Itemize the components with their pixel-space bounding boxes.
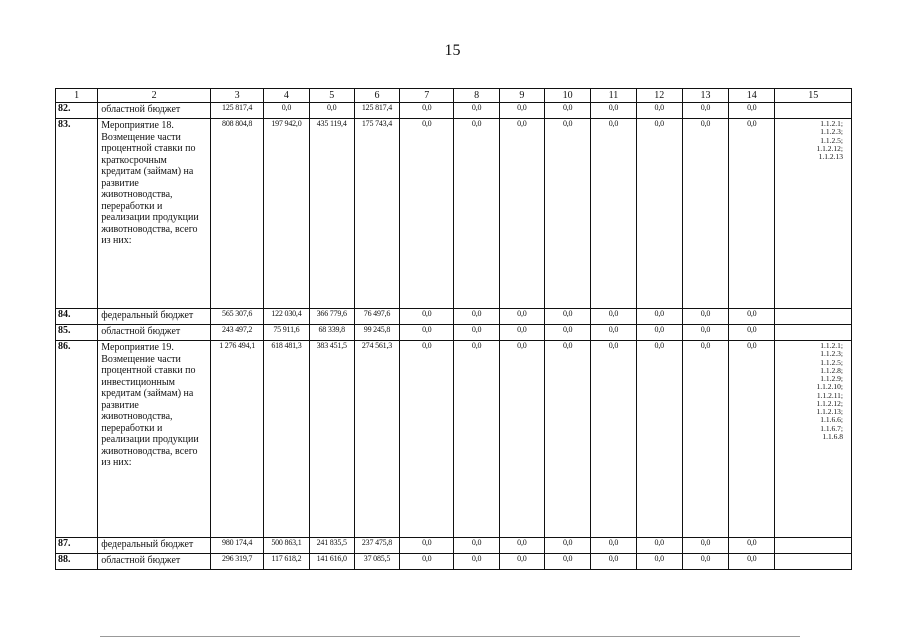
table-row — [56, 538, 852, 554]
value-cell: 0,0 — [499, 325, 544, 341]
target-code: 1.1.2.13; — [816, 407, 843, 416]
value-cell: 0,0 — [682, 309, 728, 325]
value-cell: 0,0 — [545, 103, 591, 119]
table-row — [56, 554, 852, 570]
value-cell: 0,0 — [545, 309, 591, 325]
value-cell: 500 863,1 — [264, 538, 309, 554]
value-cell: 0,0 — [545, 341, 591, 538]
value-cell: 0,0 — [545, 119, 591, 309]
value-cell: 0,0 — [636, 538, 682, 554]
value-cell: 0,0 — [499, 341, 544, 538]
value-cell: 175 743,4 — [354, 119, 399, 309]
value-cell: 0,0 — [545, 325, 591, 341]
row-number: 82. — [56, 103, 98, 119]
value-cell: 0,0 — [400, 325, 454, 341]
value-cell: 0,0 — [682, 554, 728, 570]
value-cell: 383 451,5 — [309, 341, 354, 538]
value-cell: 0,0 — [729, 309, 775, 325]
target-codes-cell — [775, 341, 852, 538]
target-codes-cell — [775, 103, 852, 119]
value-cell: 0,0 — [545, 538, 591, 554]
value-cell: 366 779,6 — [309, 309, 354, 325]
value-cell: 0,0 — [636, 309, 682, 325]
value-cell: 808 804,8 — [210, 119, 263, 309]
value-cell: 0,0 — [591, 325, 636, 341]
value-cell: 37 085,5 — [354, 554, 399, 570]
column-header: 15 — [775, 89, 852, 103]
value-cell: 141 616,0 — [309, 554, 354, 570]
value-cell: 0,0 — [400, 538, 454, 554]
target-code: 1.1.2.11; — [816, 390, 843, 400]
value-cell: 980 174,4 — [210, 538, 263, 554]
value-cell: 0,0 — [591, 103, 636, 119]
value-cell: 0,0 — [636, 325, 682, 341]
value-cell: 99 245,8 — [354, 325, 399, 341]
target-code: 1.1.2.3; — [820, 349, 843, 359]
value-cell: 0,0 — [591, 554, 636, 570]
value-cell: 0,0 — [400, 309, 454, 325]
row-number: 88. — [56, 554, 98, 570]
row-name: федеральный бюджет — [98, 538, 211, 554]
column-header: 12 — [636, 89, 682, 103]
value-cell: 274 561,3 — [354, 341, 399, 538]
value-cell: 0,0 — [682, 538, 728, 554]
target-code: 1.1.2.13 — [818, 152, 843, 161]
target-code: 1.1.2.9; — [820, 374, 843, 383]
value-cell: 197 942,0 — [264, 119, 309, 309]
value-cell: 0,0 — [636, 103, 682, 119]
row-number: 84. — [56, 309, 98, 325]
target-code: 1.1.6.6; — [820, 415, 843, 425]
target-codes-cell — [775, 119, 852, 309]
value-cell: 237 475,8 — [354, 538, 399, 554]
column-header: 4 — [264, 89, 309, 103]
value-cell: 0,0 — [499, 119, 544, 309]
column-header: 5 — [309, 89, 354, 103]
target-code: 1.1.2.12; — [816, 398, 843, 408]
target-code: 1.1.6.8 — [822, 431, 843, 441]
value-cell: 68 339,8 — [309, 325, 354, 341]
row-number: 85. — [56, 325, 98, 341]
table-row — [56, 119, 852, 309]
row-name: федеральный бюджет — [98, 309, 211, 325]
value-cell: 0,0 — [309, 103, 354, 119]
value-cell: 0,0 — [454, 538, 499, 554]
value-cell: 618 481,3 — [264, 341, 309, 538]
value-cell: 0,0 — [400, 103, 454, 119]
column-header: 1 — [56, 89, 98, 103]
value-cell: 0,0 — [499, 309, 544, 325]
column-header: 9 — [499, 89, 544, 103]
row-name: областной бюджет — [98, 325, 211, 341]
value-cell: 0,0 — [591, 538, 636, 554]
column-header: 7 — [400, 89, 454, 103]
value-cell: 0,0 — [729, 103, 775, 119]
value-cell: 0,0 — [454, 103, 499, 119]
value-cell: 0,0 — [636, 119, 682, 309]
value-cell: 0,0 — [454, 554, 499, 570]
row-name: Мероприятие 19. Возмещение части процентной ставки по инвестиционным кредитам (займам) на развитие животноводства, переработки и реализации продукции животноводства, всего из них: — [98, 341, 211, 538]
value-cell: 0,0 — [591, 119, 636, 309]
value-cell: 435 119,4 — [309, 119, 354, 309]
value-cell: 0,0 — [682, 119, 728, 309]
value-cell: 296 319,7 — [210, 554, 263, 570]
target-code: 1.1.2.1; — [820, 119, 843, 128]
page-bottom-edge — [100, 636, 800, 637]
value-cell: 0,0 — [499, 538, 544, 554]
column-header: 2 — [98, 89, 211, 103]
value-cell: 0,0 — [400, 554, 454, 570]
row-number: 87. — [56, 538, 98, 554]
value-cell: 0,0 — [264, 103, 309, 119]
value-cell: 0,0 — [729, 325, 775, 341]
column-header: 3 — [210, 89, 263, 103]
value-cell: 0,0 — [400, 119, 454, 309]
value-cell: 0,0 — [682, 325, 728, 341]
budget-table — [55, 88, 852, 570]
value-cell: 0,0 — [454, 341, 499, 538]
column-header: 8 — [454, 89, 499, 103]
value-cell: 76 497,6 — [354, 309, 399, 325]
column-header: 11 — [591, 89, 636, 103]
row-number: 86. — [56, 341, 98, 538]
table-row — [56, 103, 852, 119]
target-code: 1.1.2.3; — [820, 127, 843, 137]
table-row — [56, 309, 852, 325]
value-cell: 0,0 — [499, 554, 544, 570]
value-cell: 122 030,4 — [264, 309, 309, 325]
table-row — [56, 341, 852, 538]
value-cell: 565 307,6 — [210, 309, 263, 325]
target-codes-cell — [775, 309, 852, 325]
row-number: 83. — [56, 119, 98, 309]
target-code: 1.1.2.8; — [820, 365, 843, 375]
value-cell: 0,0 — [682, 103, 728, 119]
value-cell: 125 817,4 — [210, 103, 263, 119]
value-cell: 75 911,6 — [264, 325, 309, 341]
value-cell: 0,0 — [400, 341, 454, 538]
row-name: Мероприятие 18. Возмещение части процентной ставки по краткосрочным кредитам (займам) на развитие животноводства, переработки и реализации продукции животноводства, всего из них: — [98, 119, 211, 309]
value-cell: 0,0 — [454, 309, 499, 325]
table-row — [56, 325, 852, 341]
value-cell: 241 835,5 — [309, 538, 354, 554]
value-cell: 0,0 — [591, 309, 636, 325]
value-cell: 0,0 — [729, 538, 775, 554]
target-code: 1.1.2.10; — [816, 382, 843, 392]
value-cell: 0,0 — [545, 554, 591, 570]
column-header: 13 — [682, 89, 728, 103]
target-codes-cell — [775, 554, 852, 570]
column-header: 6 — [354, 89, 399, 103]
column-header: 14 — [729, 89, 775, 103]
value-cell: 0,0 — [636, 554, 682, 570]
value-cell: 0,0 — [499, 103, 544, 119]
value-cell: 243 497,2 — [210, 325, 263, 341]
value-cell: 0,0 — [729, 341, 775, 538]
value-cell: 117 618,2 — [264, 554, 309, 570]
value-cell: 0,0 — [454, 119, 499, 309]
value-cell: 0,0 — [454, 325, 499, 341]
target-codes-cell — [775, 325, 852, 341]
value-cell: 0,0 — [591, 341, 636, 538]
target-code: 1.1.2.5; — [820, 357, 843, 367]
value-cell: 1 276 494,1 — [210, 341, 263, 538]
target-codes-cell — [775, 538, 852, 554]
target-code: 1.1.2.1; — [820, 341, 843, 350]
row-name: областной бюджет — [98, 103, 211, 119]
page-number: 15 — [444, 42, 461, 59]
target-code: 1.1.6.7; — [820, 423, 843, 433]
value-cell: 0,0 — [729, 119, 775, 309]
column-header: 10 — [545, 89, 591, 103]
table-header-row — [56, 89, 852, 103]
target-code: 1.1.2.12; — [816, 143, 843, 153]
row-name: областной бюджет — [98, 554, 211, 570]
target-code: 1.1.2.5; — [820, 135, 843, 145]
value-cell: 125 817,4 — [354, 103, 399, 119]
value-cell: 0,0 — [636, 341, 682, 538]
value-cell: 0,0 — [729, 554, 775, 570]
value-cell: 0,0 — [682, 341, 728, 538]
